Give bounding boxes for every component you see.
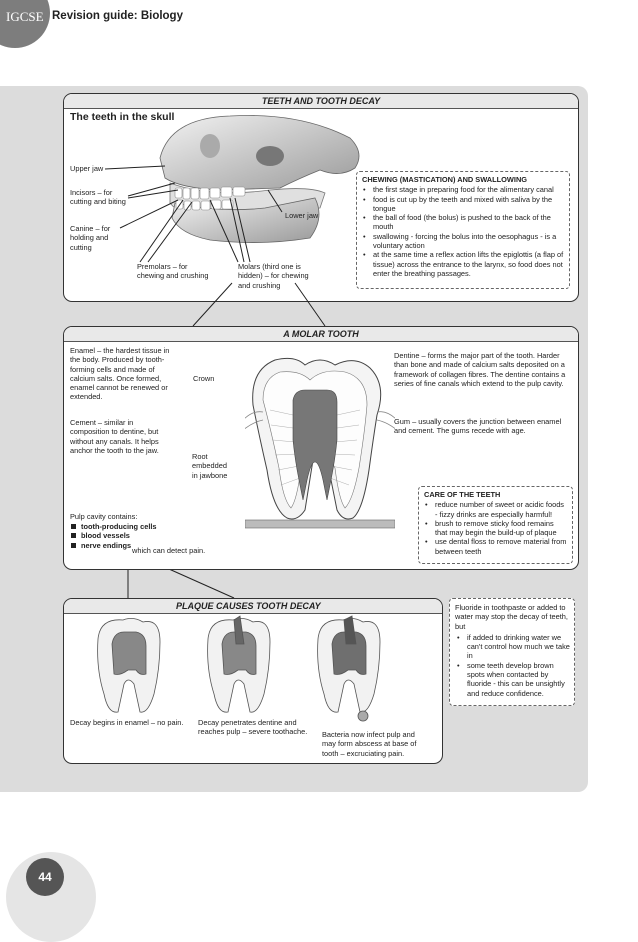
label-incisors: Incisors – for cutting and biting [70,188,126,207]
label-lower-jaw: Lower jaw [285,211,319,220]
fluoride-item: • some teeth develop brown spots when contacted by fluoride - this can be unsightly and reduce confidence. [467,661,570,698]
chewing-item: • the ball of food (the bolus) is pushed to the back of the mouth [373,213,565,232]
care-box [418,486,573,564]
root-label: Root embedded in jawbone [192,452,228,480]
plaque-section-title: PLAQUE CAUSES TOOTH DECAY [64,599,442,614]
molar-section-title: A MOLAR TOOTH [64,327,578,342]
pulp-item: nerve endings [81,541,191,550]
fluoride-intro: Fluoride in toothpaste or added to water may stop the decay of teeth, but [455,603,568,631]
label-molars: Molars (third one is hidden) – for chewing and crushing [238,262,309,290]
teeth-section-title: TEETH AND TOOTH DECAY [64,94,578,109]
pulp-item: tooth-producing cells [81,522,191,531]
decay-caption-1: Decay begins in enamel – no pain. [70,718,184,727]
chewing-item: • food is cut up by the teeth and mixed with saliva by the tongue [373,195,565,214]
dentine-text: Dentine – forms the major part of the tooth. Harder than bone and made of calcium salts deposited on a framework of collagen fibres. The dentine contains a series of fine canals which extend to the pulp cavity. [394,351,566,388]
care-heading: CARE OF THE TEETH [424,490,501,499]
label-premolars: Premolars – for chewing and crushing [137,262,209,281]
fluoride-item: • if added to drinking water we can't control how much we take in [467,633,570,661]
gum-text: Gum – usually covers the junction between enamel and cement. The gums recede with age. [394,417,562,436]
chewing-item: • the first stage in preparing food for the alimentary canal [373,185,565,194]
pulp-tail: which can detect pain. [132,546,206,555]
chewing-item: • swallowing - forcing the bolus into the oesophagus - is a voluntary action [373,232,565,251]
chewing-box [356,171,570,289]
chewing-item: • at the same time a reflex action lifts the epiglottis (a flap of tissue) across the entrance to the larynx, so food does not enter the breathing passages. [373,250,565,278]
page-header-title: Revision guide: Biology [52,10,183,22]
decay-stages-illustration [88,614,418,724]
care-item: • reduce number of sweet or acidic foods - fizzy drinks are especially harmful! [435,500,568,519]
cement-text: Cement – similar in composition to dentine, but without any canals. It helps anchor the tooth to the jaw. [70,418,159,455]
enamel-text: Enamel – the hardest tissue in the body. Produced by tooth-forming cells and made of calcium salts. Once formed, enamel cannot be renewed or extended. [70,346,170,402]
molar-tooth-illustration [245,350,395,540]
pulp-item: blood vessels [81,531,191,540]
decay-caption-2: Decay penetrates dentine and reaches pulp – severe toothache. [198,718,308,737]
igcse-tag: IGCSE [6,9,44,24]
care-item: • use dental floss to remove material from between teeth [435,537,568,556]
fluoride-box [449,598,575,706]
pulp-heading: Pulp cavity contains: [70,512,138,521]
label-upper-jaw: Upper jaw [70,164,104,173]
page-number: 44 [26,858,64,896]
label-canine: Canine – for holding and cutting [70,224,111,252]
decay-caption-3: Bacteria now infect pulp and may form abscess at base of tooth – excruciating pain. [322,730,417,758]
care-item: • brush to remove sticky food remains that may begin the build-up of plaque [435,519,568,538]
chewing-heading: CHEWING (MASTICATION) AND SWALLOWING [362,175,528,184]
teeth-skull-heading: The teeth in the skull [70,111,175,123]
crown-label: Crown [193,374,215,383]
